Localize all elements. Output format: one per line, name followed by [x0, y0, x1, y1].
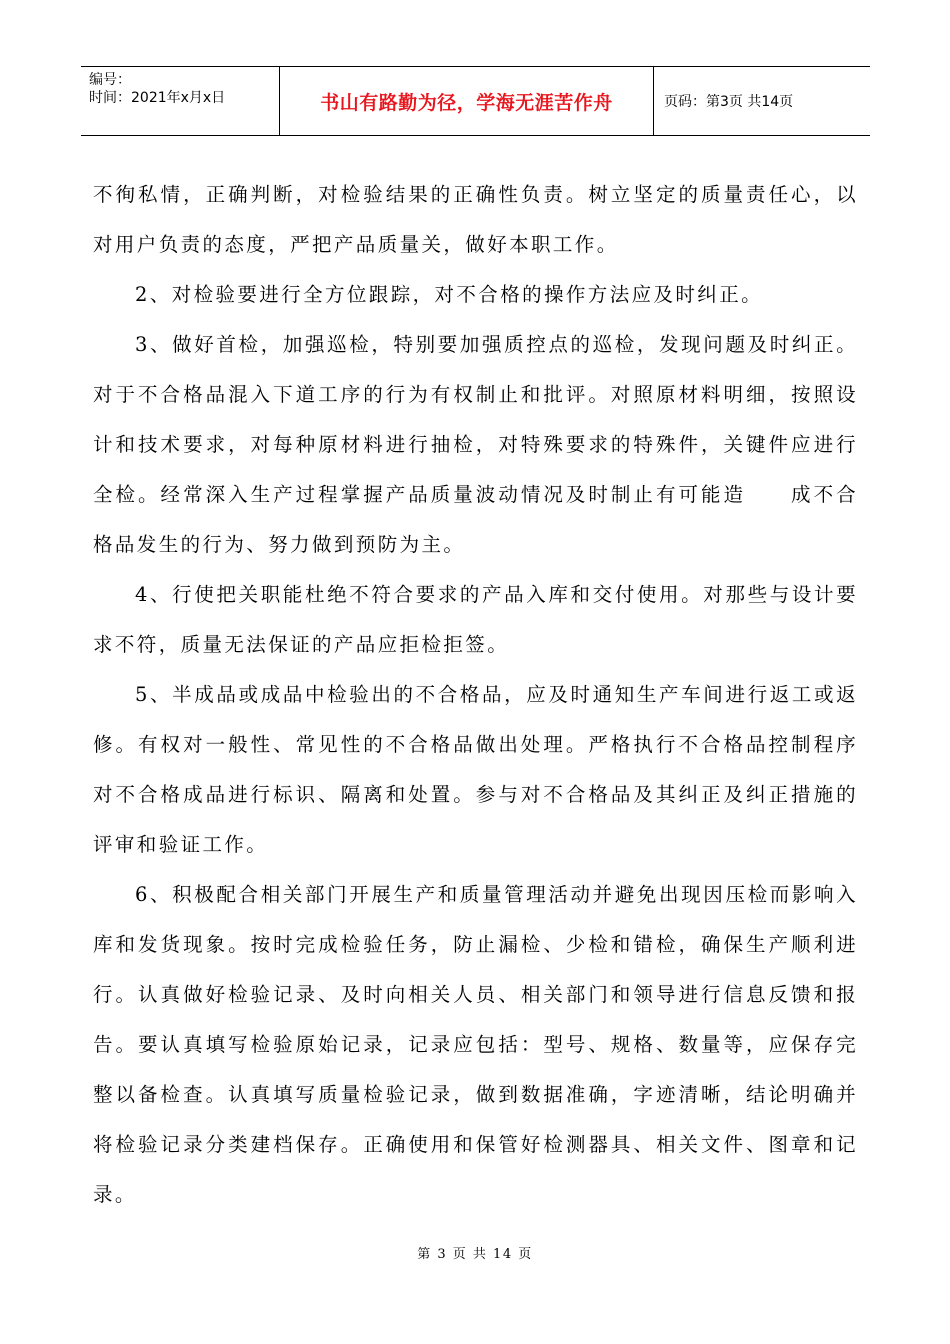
paragraph: 6、积极配合相关部门开展生产和质量管理活动并避免出现因压检而影响入库和发货现象。按时完成检验任务，防止漏检、少检和错检，确保生产顺利进行。认真做好检验记录、及时向相关人员、相关部门和领导进行信息反馈和报告。要认真填写检验原始记录，记录应包括：型号、规格、数量等，应保存完整以备检查。认真填写质量检验记录，做到数据准确，字迹清晰，结论明确并将检验记录分类建档保存。正确使用和保管好检测器具、相关文件、图章和记录。	[93, 883, 858, 1206]
paragraph: 5、半成品或成品中检验出的不合格品，应及时通知生产车间进行返工或返修。有权对一般性、常见性的不合格品做出处理。严格执行不合格品控制程序对不合格成品进行标识、隔离和处置。参与对不合格品及其纠正及纠正措施的评审和验证工作。	[93, 683, 858, 856]
paragraph: 不徇私情，正确判断，对检验结果的正确性负责。树立坚定的质量责任心，以对用户负责的态度，严把产品质量关，做好本职工作。	[93, 183, 858, 256]
number-label: 编号：	[89, 72, 131, 88]
paragraph: 2、对检验要进行全方位跟踪，对不合格的操作方法应及时纠正。	[135, 283, 764, 306]
header-page-info: 页码：第3页 共14页	[664, 94, 794, 110]
header-motto: 书山有路勤为径，学海无涯苦作舟	[280, 67, 654, 135]
paragraph: 3、做好首检，加强巡检，特别要加强质控点的巡检，发现问题及时纠正。对于不合格品混入下道工序的行为有权制止和批评。对照原材料明细，按照设计和技术要求，对每种原材料进行抽检，对特殊要求的特殊件，关键件应进行全检。经常深入生产过程掌握产品质量波动情况及时制止有可能造 成不合格品发生的行为、努力做到预防为主。	[93, 333, 858, 556]
paragraph: 4、行使把关职能杜绝不符合要求的产品入库和交付使用。对那些与设计要求不符，质量无法保证的产品应拒检拒签。	[93, 583, 858, 656]
time-label: 时间：2021年x月x日	[89, 90, 226, 106]
document-header	[81, 66, 870, 136]
page-footer: 第 3 页 共 14 页	[417, 1247, 533, 1262]
document-body	[93, 170, 858, 1220]
header-meta	[81, 67, 280, 135]
